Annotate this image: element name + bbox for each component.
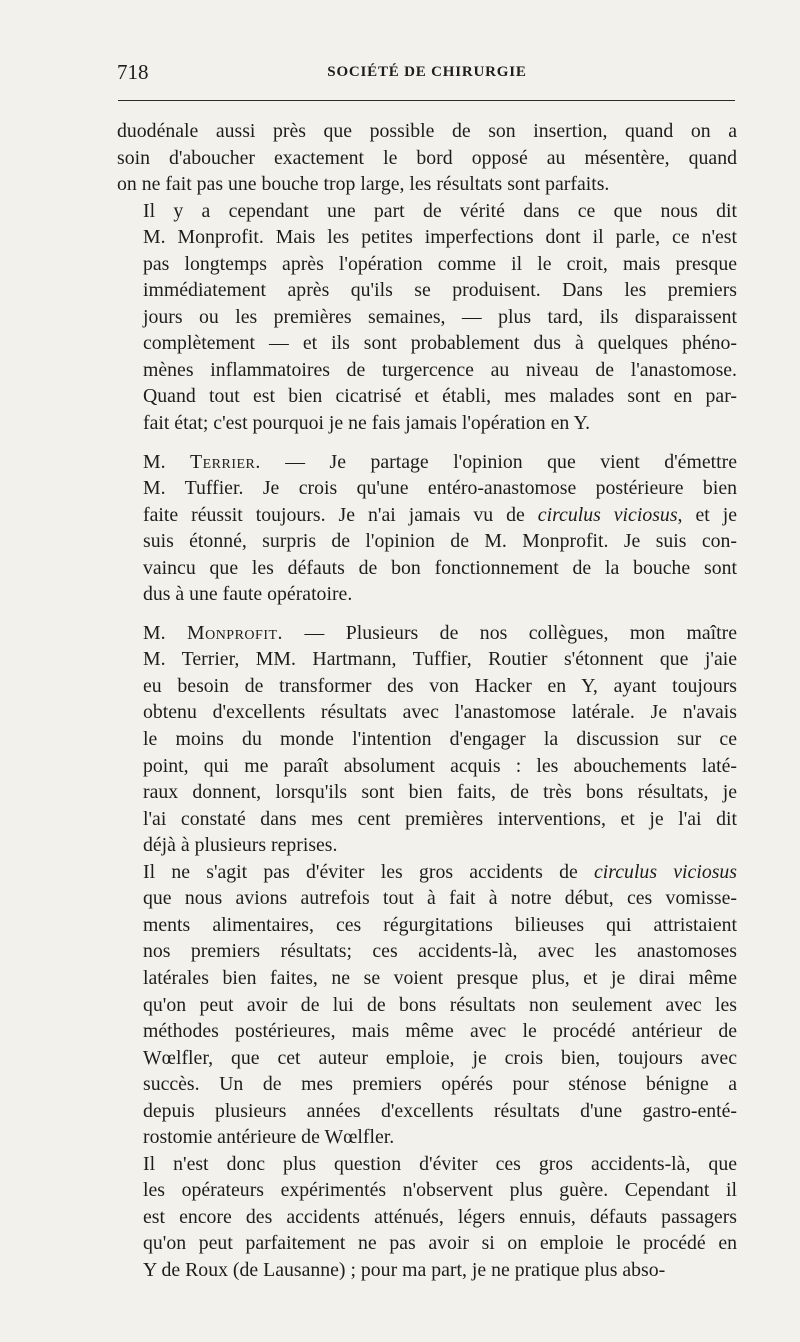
text-line: qu'on peut avoir de lui de bons résultats non seulement avec les xyxy=(143,993,737,1016)
page-header xyxy=(117,60,737,88)
italic-term: circulus viciosus xyxy=(594,860,737,883)
text-line: on ne fait pas une bouche trop large, les résultats sont parfaits. xyxy=(117,173,610,196)
text-line: duodénale aussi près que possible de son insertion, quand on a xyxy=(117,120,737,142)
text-line: Y de Roux (de Lausanne) ; pour ma part, je ne pratique plus abso- xyxy=(143,1258,666,1281)
text-line: ments alimentaires, ces régurgitations bilieuses qui attristaient xyxy=(143,913,737,936)
text-line: rostomie antérieure de Wœlfler. xyxy=(143,1126,395,1149)
text-line: l'ai constaté dans mes cent premières interventions, et je l'ai dit xyxy=(143,807,737,830)
text-line: déjà à plusieurs reprises. xyxy=(143,834,338,857)
text-line: méthodes postérieures, mais même avec le procédé antérieur de xyxy=(143,1020,737,1043)
text-line: soin d'aboucher exactement le bord opposé au mésentère, quand xyxy=(117,146,737,169)
text-line: mènes inflammatoires de turgercence au niveau de l'anastomose. xyxy=(143,358,737,381)
text-line: M. Tuffier. Je crois qu'une entéro-anastomose postérieure bien xyxy=(143,477,737,500)
text-line: immédiatement après qu'ils se produisent. Dans les premiers xyxy=(143,279,737,302)
text-line: nos premiers résultats; ces accidents-là, avec les anastomoses xyxy=(143,940,737,963)
text-line: eu besoin de transformer des von Hacker en Y, ayant toujours xyxy=(143,674,737,697)
text-line: qu'on peut parfaitement ne pas avoir si on emploie le procédé en xyxy=(143,1232,737,1255)
text-line: Il n'est donc plus question d'éviter ces gros accidents-là, que xyxy=(143,1152,737,1175)
italic-term: circulus viciosus xyxy=(537,503,678,526)
speaker-paragraph xyxy=(117,449,737,608)
paragraph xyxy=(117,859,737,1151)
text-line: point, qui me paraît absolument acquis : les abouchements laté- xyxy=(143,754,737,777)
text-line: M. Terrier, MM. Hartmann, Tuffier, Routier s'étonnent que j'aie xyxy=(143,648,737,671)
text-line: faite réussit toujours. Je n'ai jamais vu de circulus viciosus, et je xyxy=(143,503,737,526)
text-line: Wœlfler, que cet auteur emploie, je crois bien, toujours avec xyxy=(143,1046,737,1069)
text-line: succès. Un de mes premiers opérés pour sténose bénigne a xyxy=(143,1073,737,1096)
text-line: obtenu d'excellents résultats avec l'anastomose latérale. Je n'avais xyxy=(143,701,737,724)
text-line: M. Monprofit. Mais les petites imperfections dont il parle, ce n'est xyxy=(143,226,737,249)
text-line: vaincu que les défauts de bon fonctionnement de la bouche sont xyxy=(143,556,737,579)
speaker-name: Monprofit. xyxy=(187,621,283,644)
text-line: M. Monprofit. — Plusieurs de nos collègues, mon maître xyxy=(143,621,737,644)
text-line: pas longtemps après l'opération comme il le croit, mais presque xyxy=(143,252,737,275)
text-line: Il y a cependant une part de vérité dans ce que nous dit xyxy=(143,199,737,222)
text-line: fait état; c'est pourquoi je ne fais jamais l'opération en Y. xyxy=(143,412,591,435)
text-line: latérales bien faites, ne se voient presque plus, et je dirai même xyxy=(143,966,737,989)
text-line: M. Terrier. — Je partage l'opinion que vient d'émettre xyxy=(143,450,737,473)
speaker-paragraph xyxy=(117,620,737,859)
text-line: Il ne s'agit pas d'éviter les gros accidents de circulus viciosus xyxy=(143,860,737,883)
speaker-prefix: M. xyxy=(143,621,187,644)
text-line: suis étonné, surpris de l'opinion de M. Monprofit. Je suis con- xyxy=(143,530,737,553)
text-line: depuis plusieurs années d'excellents résultats d'une gastro-enté- xyxy=(143,1099,737,1122)
body-text xyxy=(117,118,737,1284)
text-line: raux donnent, lorsqu'ils sont bien faits, de très bons résultats, je xyxy=(143,781,737,804)
text-line: jours ou les premières semaines, — plus tard, ils disparaissent xyxy=(143,305,737,328)
text-line: complètement — et ils sont probablement dus à quelques phéno- xyxy=(143,332,737,355)
paragraph xyxy=(117,198,737,437)
paragraph xyxy=(117,1151,737,1284)
text-line: Quand tout est bien cicatrisé et établi, mes malades sont en par- xyxy=(143,385,737,408)
text-line: les opérateurs expérimentés n'observent plus guère. Cependant il xyxy=(143,1179,737,1202)
speaker-prefix: M. xyxy=(143,450,191,473)
paragraph xyxy=(117,118,737,198)
text-line: dus à une faute opératoire. xyxy=(143,583,353,606)
speaker-name: Terrier. xyxy=(190,450,261,473)
text-line: que nous avions autrefois tout à fait à notre début, ces vomisse- xyxy=(143,887,737,910)
header-rule xyxy=(118,100,735,101)
text-line: est encore des accidents atténués, légers ennuis, défauts passagers xyxy=(143,1205,737,1228)
running-head: SOCIÉTÉ DE CHIRURGIE xyxy=(327,64,527,80)
page-number: 718 xyxy=(117,60,149,84)
text-line: le moins du monde l'intention d'engager la discussion sur ce xyxy=(143,728,737,751)
